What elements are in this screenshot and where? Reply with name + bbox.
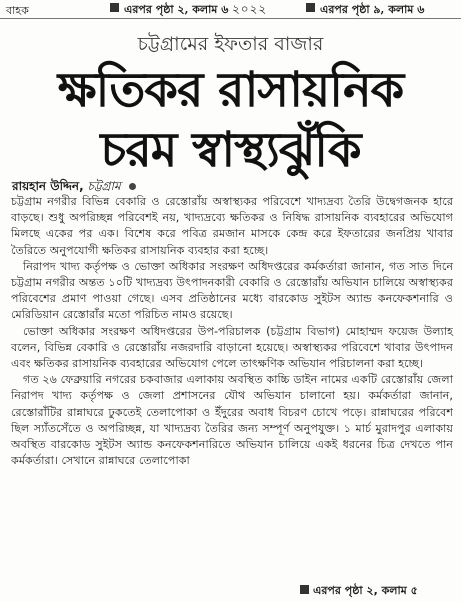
page-header-strip xyxy=(0,0,461,20)
byline-location: চট্টগ্রাম xyxy=(87,179,121,193)
headline-line-2: চরম স্বাস্থ্যঝুঁকি xyxy=(100,122,361,178)
continuation-footer xyxy=(300,582,456,598)
continuation-text: এরপর পৃষ্ঠা ২, কলাম ৫ xyxy=(313,584,418,597)
header-continuation-left: এরপর পৃষ্ঠা ২, কলাম ৬ xyxy=(124,3,229,16)
article-paragraph: নিরাপদ খাদ্য কর্তৃপক্ষ ও ভোক্তা অধিকার সংরক্ষণ অধিদপ্তরের কর্মকর্তারা জানান, গত সাত দিনে চট্টগ্রাম নগরীর অন্তত ১০টি খাদ্যদ্রব্য উৎপাদনকারী বেকারি ও রেস্তোরাঁয় অভিযান চালিয়ে অস্বাস্থ্যকর পরিবেশের প্রমাণ পাওয়া গেছে। এসব প্রতিষ্ঠানের মধ্যে বারকোড সুইটস অ্যান্ড কনফেকশনারি ও মেরিডিয়ান রেস্তোরাঁর মতো পরিচিত নামও রয়েছে। xyxy=(11,259,453,322)
byline-bullet-icon xyxy=(129,183,136,190)
article-paragraph: গত ২৬ ফেব্রুয়ারি নগরের চকবাজার এলাকায় অবস্থিত কাচ্চি ডাইন নামের একটি রেস্তোরাঁয় জেলা নিরাপদ খাদ্য কর্তৃপক্ষ ও জেলা প্রশাসনের যৌথ অভিযান চালানো হয়। কর্মকর্তারা জানান, রেস্তোরাঁটির রান্নাঘরে ঢুকতেই তেলাপোকা ও ইঁদুরের অবাধ বিচরণ চোখে পড়ে। রান্নাঘরের পরিবেশ ছিল স্যাঁতসেঁতে ও অপরিচ্ছন্ন, যা খাদ্যদ্রব্য তৈরির জন্য সম্পূর্ণ অনুপযুক্ত। ১ মার্চ মুরাদপুর এলাকায় অবস্থিত বারকোড সুইটস অ্যান্ড কনফেকশনারিতে অভিযান চালিয়ে একই ধরনের চিত্র দেখতে পান কর্মকর্তারা। সেখানে রান্নাঘরে তেলাপোকা xyxy=(11,373,453,468)
article-paragraph: ভোক্তা অধিকার সংরক্ষণ অধিদপ্তরের উপ-পরিচালক (চট্টগ্রাম বিভাগ) মোহাম্মদ ফয়েজ উল্যাহ বলেন, বিভিন্ন বেকারি ও রেস্তোরাঁয় নজরদারি বাড়ানো হয়েছে। অস্বাস্থ্যকর পরিবেশে খাবার উৎপাদন এবং ক্ষতিকর রাসায়নিক ব্যবহারের অভিযোগ পেলে তাৎক্ষণিক অভিযান পরিচালনা করা হচ্ছে। xyxy=(11,324,453,371)
headline-line-1: ক্ষতিকর রাসায়নিক xyxy=(57,62,404,118)
continuation-marker-icon xyxy=(110,3,119,12)
header-left-text: বাহক xyxy=(6,4,29,17)
byline-author: রায়হান উদ্দিন, xyxy=(12,179,84,193)
continuation-marker-icon xyxy=(300,585,309,594)
header-continuation-right: এরপর পৃষ্ঠা ৯, কলাম ৬ xyxy=(320,3,425,16)
header-divider xyxy=(0,18,461,19)
continuation-marker-icon xyxy=(306,3,315,12)
article-kicker: চট্টগ্রামের ইফতার বাজার xyxy=(137,33,324,55)
article-body xyxy=(11,194,453,469)
header-year: ২০২২ xyxy=(232,2,268,16)
article-paragraph: চট্টগ্রাম নগরীর বিভিন্ন বেকারি ও রেস্তোরাঁয় অস্বাস্থ্যকর পরিবেশে খাদ্যদ্রব্য তৈরি উদ্বেগজনক হারে বাড়ছে। শুধু অপরিচ্ছন্ন পরিবেশই নয়, খাদ্যদ্রব্যে ক্ষতিকর ও নিষিদ্ধ রাসায়নিক ব্যবহারের অভিযোগ মিলছে একের পর এক। বিশেষ করে পবিত্র রমজান মাসকে কেন্দ্র করে ইফতারের জনপ্রিয় খাবার তৈরিতে অনুপযোগী ক্ষতিকর রাসায়নিক ব্যবহার করা হচ্ছে। xyxy=(11,195,453,257)
